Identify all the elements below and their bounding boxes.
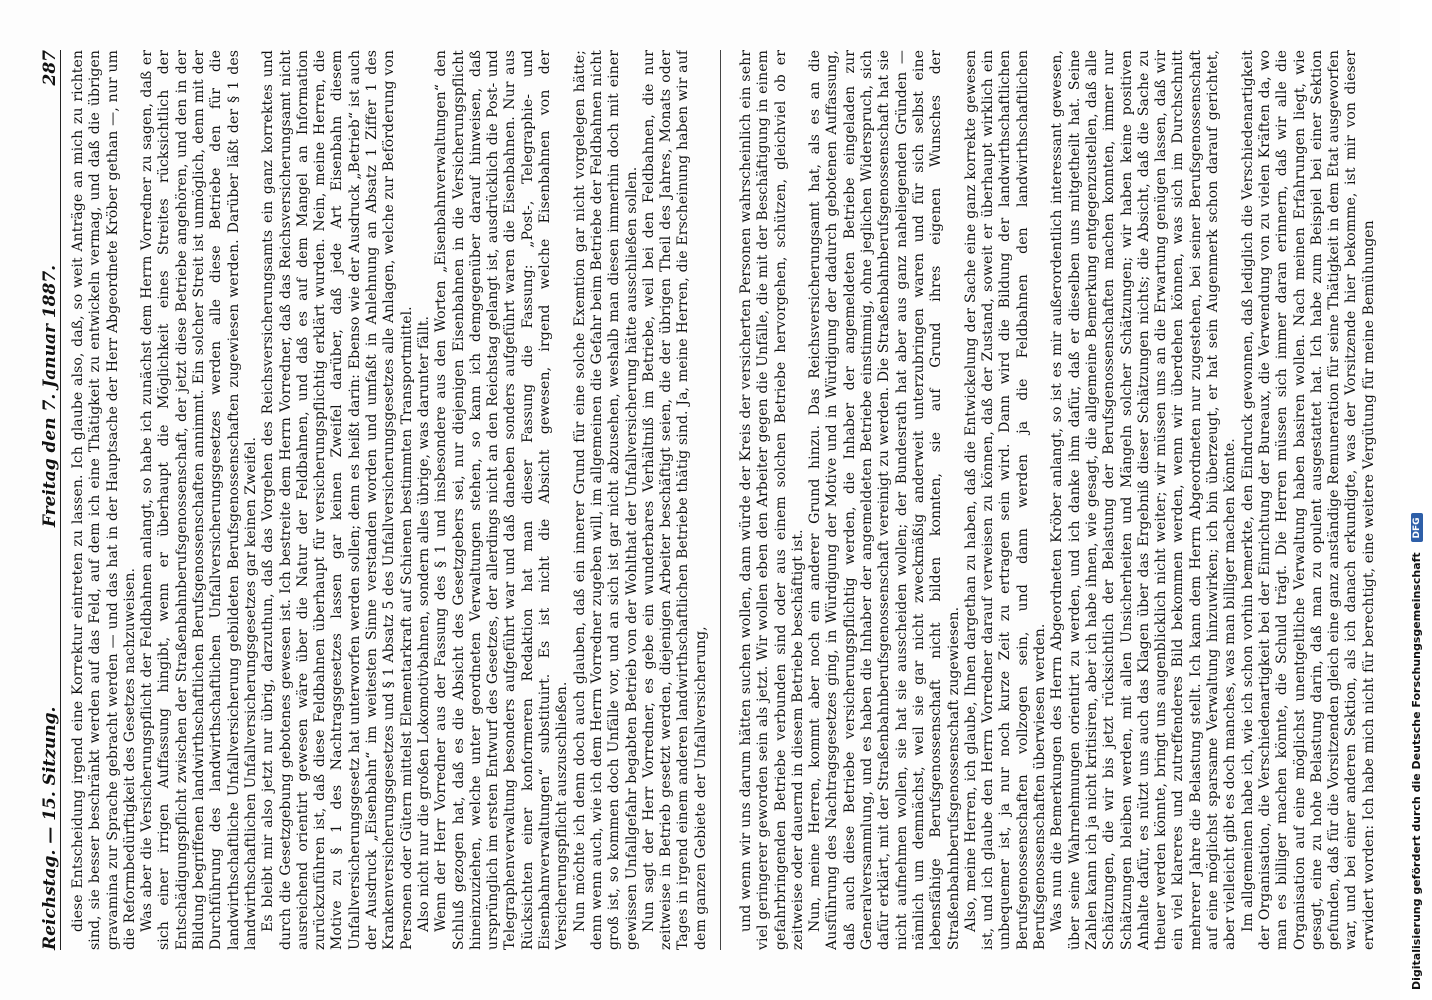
credit-text: Digitalisierung gefördert durch die Deutsche Forschungsgemeinschaft <box>1410 552 1423 990</box>
digitization-credit <box>1410 513 1423 990</box>
paragraph: Nun sagt der Herr Vorredner, es gebe ein wunderbares Verhältniß im Betriebe, weil bei den Feldbahnen, die nur zeitweise in Betrieb gesetzt werden, diejenigen Arbeiter beschäftigt seien, die der übrigen Theil des Jahres, Monats oder Tages in irgend einem anderen landwirthschaftlichen Betriebe thätig sind. Ja, meine Herren, die Erscheinung haben wir auf dem ganzen Gebiete der Unfallversicherung, <box>640 50 709 950</box>
paragraph: Was aber die Versicherungspflicht der Feldbahnen anlangt, so habe ich zunächst dem Herrn Vorredner zu sagen, daß er sich einer irrigen Auffassung hingibt, wenn er überhaupt die Möglichkeit eines Streites rücksichtlich der Entschädigungspflicht zwischen der Straßenbahnberufsgenossenschaft, der jetzt diese Betriebe angehören, und den in der Bildung begriffenen landwirthschaftlichen Berufsgenossenschaften annimmt. Ein solcher Streit ist unmöglich, denn mit der Durchführung des landwirthschaftlichen Unfallversicherungsgesetzes werden alle diese Betriebe den für die landwirthschaftliche Unfallversicherung gebildeten Berufsgenossenschaften zugewiesen werden. Darüber läßt der § 1 des landwirthschaftlichen Unfallversicherungsgesetzes gar keinen Zweifel. <box>139 50 259 950</box>
paragraph: Also, meine Herren, ich glaube, Ihnen dargethan zu haben, daß die Entwickelung der Sache eine ganz korrekte gewesen ist, und ich glaube den Herrn Vorredner darauf verweisen zu können, daß der Zustand, soweit er überhaupt wirklich ein unbequemer ist, ja nur noch kurze Zeit zu ertragen sein wird. Dann wird die Bildung der landwirthschaftlichen Berufsgenossenschaften vollzogen sein, und dann werden ja die Feldbahnen den landwirthschaftlichen Berufsgenossenschaften überwiesen werden. <box>962 50 1049 950</box>
paragraph: Im allgemeinen habe ich, wie ich schon vorhin bemerkte, den Eindruck gewonnen, daß lediglich die Verschiedenartigkeit der Organisation, die Verschiedenartigkeit bei der Einrichtung der Bureaux, die Verwendung von zu vielen Kräften da, wo man es billiger machen könnte, die Schuld trägt. Die Herren müssen sich immer daran erinnern, daß wir alle die Organisation auf eine möglichst unentgeltliche Verwaltung haben basiren wollen. Nach meinen Erfahrungen liegt, wie gesagt, eine zu hohe Belastung darin, daß man zu opulent ausgestattet hat. Ich habe zum Beispiel bei einer Sektion gefunden, daß für die Vorsitzenden gleich eine ganz anständige Remuneration für seine Thätigkeit in dem Etat ausgeworfen war, und bei einer anderen Sektion, als ich danach erkundigte, was der Vorsitzende hier bekomme, ist mir von dieser erwidert worden: Ich habe mich nicht für berechtigt, eine weitere Vergütung für meine Bemühungen <box>1239 50 1377 950</box>
paragraph: Nun möchte ich denn doch auch glauben, daß ein innerer Grund für eine solche Exemtion gar nicht vorgelegen hätte; denn wenn auch, wie ich dem Herrn Vorredner zugeben will, im allgemeinen die Gefahr beim Betriebe der Feldbahnen nicht groß ist, so kommen doch Unfälle vor, und an sich ist gar nicht abzusehen, weshalb man diesen immerhin doch mit einer gewissen Unfallgefahr begabten Betrieb von der Wohlthat der Unfallversicherung hätte ausschließen sollen. <box>571 50 640 950</box>
page-number: 287 <box>40 50 60 86</box>
rotated-page-content <box>26 50 1406 950</box>
column-1 <box>70 50 710 950</box>
paragraph: Was nun die Bemerkungen des Herrn Abgeordneten Kröber anlangt, so ist es mir außerordentlich interessant gewesen, über seine Wahrnehmungen orientirt zu werden, und ich danke ihm dafür, daß er dieselben uns mitgetheilt hat. Seine Zahlen kann ich ja nicht kritisiren, aber ich habe ihnen, wie gesagt, die allgemeine Bemerkung entgegenzustellen, daß alle Schätzungen, die wir bis jetzt rücksichtlich der Belastung der Berufsgenossenschaften machen konnten, immer nur Schätzungen bleiben werden, mit allen Unsicherheiten und Mängeln solcher Schätzungen; wir haben keine positiven Anhalte dafür, es nützt uns auch das Klagen über das Ergebniß dieser Schätzungen nichts; die Absicht, daß die Sache zu theuer werden könnte, bringt uns augenblicklich nicht weiter; wir müssen uns an die Erwartung genügen lassen, daß wir ein viel klareres und zutreffenderes Bild bekommen werden, wenn wir überdehen können, was sich im Durchschnitt mehrerer Jahre die Belastung stellt. Ich kann dem Herrn Abgeordneten nur zugestehen, bei seiner Berufsgenossenschaft auf eine möglichst sparsame Verwaltung hinzuwirken; ich bin überzeugt, er hat sein Augenmerk schon darauf gerichtet, aber vielleicht gibt es doch manches, was man billiger machen könnte. <box>1049 50 1239 950</box>
paragraph: diese Entscheidung irgend eine Korrektur eintreten zu lassen. Ich glaube also, daß, so weit Anträge an mich zu richten sind, sie besser beschränkt werden auf das Feld, auf dem ich eine Thätigkeit zu entwickeln vermag, und daß die übrigen gravamina zur Sprache gebracht werden — und das hat in der Hauptsache der Herr Abgeordnete Kröber gethan —, nur um die Reformbedürftigkeit des Gesetzes nachzuweisen. <box>70 50 138 950</box>
dfg-logo: DFG <box>1411 513 1423 542</box>
header-date: Freitag den 7. Januar 1887. <box>40 264 60 528</box>
page-header <box>26 50 61 950</box>
header-left: Reichstag. — 15. Sitzung. <box>40 706 60 950</box>
paragraph: Es bleibt mir also jetzt nur übrig, darzuthun, daß das Vorgehen des Reichsversicherungsamts ein ganz korrektes und durch die Gesetzgebung gebotenes gewesen ist. Ich bestreite dem Herrn Vorredner, daß das Reichsversicherungsamt nicht ausreichend orientirt gewesen wäre über die Natur der Feldbahnen, und daß es auf dem Mangel an Information zurückzuführen ist, daß diese Feldbahnen überhaupt für versicherungspflichtig erklärt wurden. Nein, meine Herren, die Motive zu § 1 des Nachtragsgesetzes lassen gar keinen Zweifel darüber, daß jede Art Eisenbahn diesem Unfallversicherungsgesetz hat unterworfen werden sollen; denn es heißt darin: Ebenso wie der Ausdruck „Betrieb“ ist auch der Ausdruck „Eisenbahn“ im weitesten Sinne verstanden worden und umfaßt in Anlehnung an Absatz 1 Ziffer 1 des Krankenversicherungsgesetzes und § 1 Absatz 5 des Unfallversicherungsgesetzes alle Anlagen, welche zur Beförderung von Personen oder Gütern mittelst Elementarkraft auf Schienen bestimmten Transportmittel. <box>260 50 415 950</box>
paragraph: Wenn der Herr Vorredner aus der Fassung des § 1 und insbesondere aus den Worten „Eisenbahnverwaltungen“ den Schluß gezogen hat, daß es die Absicht des Gesetzgebers sei, nur diejenigen Eisenbahnen in die Versicherungspflicht hineinzuziehen, welche unter geordneten Verwaltungen stehen, so kann ich demgegenüber darauf hinweisen, daß ursprünglich im ersten Entwurf des Gesetzes, der allerdings nicht an den Reichstag gelangt ist, ausdrücklich die Post- und Telegraphenverwaltung besonders aufgeführt war und daß daneben sonders aufgeführt waren die Eisenbahnen. Nur aus Rücksichten einer konformeren Redaktion hat man dieser Fassung die Fassung: „Post-, Telegraphie- und Eisenbahnverwaltungen“ substituirt. Es ist nicht die Absicht gewesen, irgend welche Eisenbahnen von der Versicherungspflicht auszuschließen. <box>433 50 571 950</box>
paragraph: Nun, meine Herren, kommt aber noch ein anderer Grund hinzu. Das Reichsversicherungsamt hat, als es an die Ausführung des Nachtragsgesetzes ging, in Würdigung der Motive und in Würdigung der dadurch gebotenen Auffassung, daß auch diese Betriebe versicherungspflichtig werden, die Inhaber der angemeldeten Betriebe eingeladen zur Generalversammlung, und es haben die Inhaber der angemeldeten Betriebe einstimmig, ohne jeglichen Widerspruch, sich dafür erklärt, mit der Straßenbahnberufsgenossenschaft vereinigt zu werden. Die Straßenbahnberufsgenossenschaft hat sie nicht aufnehmen wollen, sie hat sie ausscheiden wollen; der Bundesrath hat aber aus ganz naheliegenden Gründen — nämlich um demnächst, weil sie gar nicht zweckmäßig anderweit unterzubringen waren und für sich selbst eine lebensfähige Berufsgenossenschaft nicht bilden konnten, sie auf Grund ihres eigenen Wunsches der Straßenbahnberufsgenossenschaft zugewiesen. <box>807 50 962 950</box>
column-divider <box>720 50 721 950</box>
text-columns <box>70 50 1390 950</box>
column-2 <box>738 50 1378 950</box>
paragraph: Also nicht nur die großen Lokomotivbahnen, sondern alles übrige, was darunter fällt. <box>415 315 432 932</box>
paragraph: und wenn wir uns darum hätten suchen wollen, dann würde der Kreis der versicherten Personen wahrscheinlich ein sehr viel geringerer geworden sein als jetzt. Wir wollen eben den Arbeiter gegen die Unfälle, die mit der Beschäftigung in einem gefahrbringenden Betriebe verbunden sind oder aus einem solchen Betriebe hervorgehen, schützen, gleichviel ob er zeitweise oder dauernd in diesem Betriebe beschäftigt ist. <box>738 50 806 950</box>
digitization-sidebar <box>1400 0 1432 1000</box>
